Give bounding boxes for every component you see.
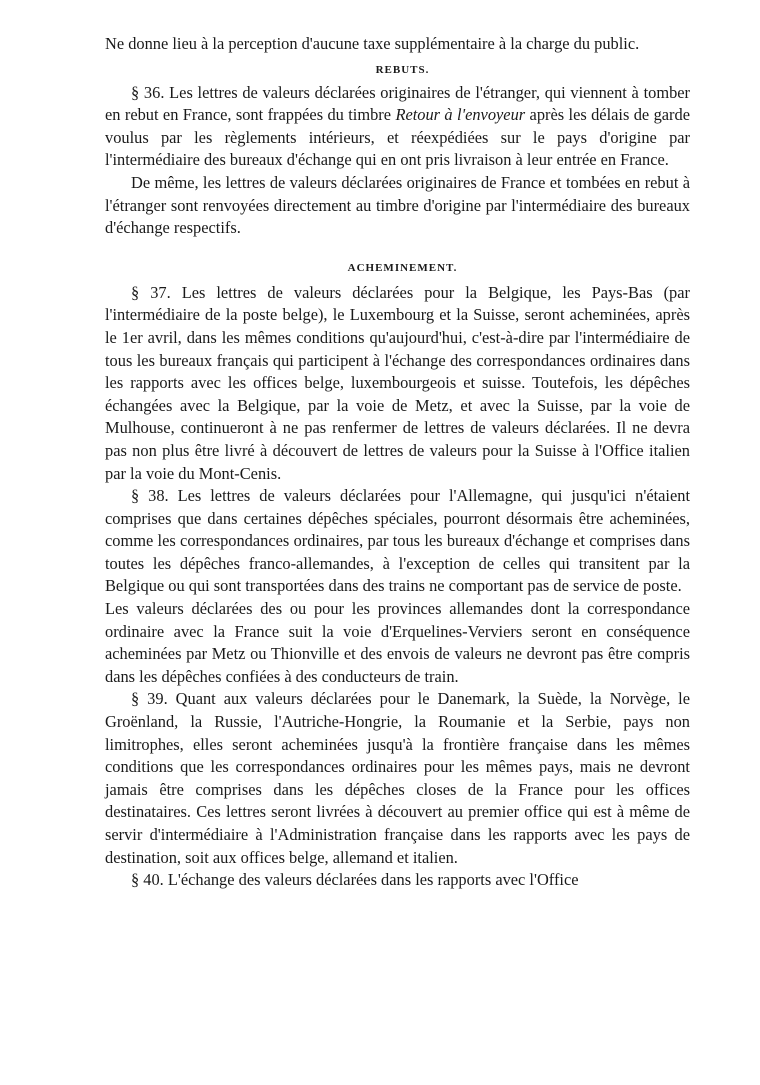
paragraph-38-continued: Les valeurs déclarées des ou pour les provinces allemandes dont la correspondance ordinaire avec la France suit la voie d'Erquelines-Verviers seront en conséquence acheminées par Metz ou Thionville et des envois de valeurs ne devront pas être compris dans les dépêches confiées à des conducteurs de train. (105, 599, 690, 686)
document-page (105, 33, 690, 892)
section-heading-rebuts: REBUTS. (375, 63, 430, 76)
intro-text: Ne donne lieu à la perception d'aucune taxe supplémentaire à la charge du public. (105, 34, 640, 53)
paragraph-38: § 38. Les lettres de valeurs déclarées pour l'Allemagne, qui jusqu'ici n'étaient comprises que dans certaines dépêches spéciales, pourront désormais être acheminées, comme les correspondances ordinaires, par tous les bureaux d'échange et comprises dans toutes les dépêches franco-allemandes, à l'exception de celles qui transitent par la Belgique ou qui sont transportées dans des trains ne comportant pas de service de poste. (105, 486, 690, 596)
paragraph-36-part-a: § 36. Les lettres de valeurs déclarées originaires de l'étranger, qui viennent à tomber en rebut en France, sont frappées du timbre (105, 82, 690, 125)
paragraph-37: § 37. Les lettres de valeurs déclarées pour la Belgique, les Pays-Bas (par l'intermédiaire de la poste belge), le Luxembourg et la Suisse, seront acheminées, après le 1er avril, dans les mêmes conditions qu'aujourd'hui, c'est-à-dire par l'intermédiaire de tous les bureaux français qui participent à l'échange des correspondances ordinaires dans les rapports avec les offices belge, luxembourgeois et suisse. Toutefois, les dépêches échangées avec la Belgique, par la voie de Metz, et avec la Suisse, par la voie de Mulhouse, continueront à ne pas renfermer de lettres de valeurs déclarées. Il ne devra pas non plus être livré à découvert de lettres de valeurs pour la Suisse à l'Office italien par la voie du Mont-Cenis. (105, 282, 690, 483)
section-heading-acheminement: ACHEMINEMENT. (347, 261, 458, 274)
paragraph-39: § 39. Quant aux valeurs déclarées pour le Danemark, la Suède, la Norvège, le Groënland, la Russie, l'Autriche-Hongrie, la Roumanie et la Serbie, pays non limitrophes, elles seront acheminées jusqu'à la frontière française dans les mêmes conditions que les correspondances ordinaires pour les mêmes pays, mais ne devront jamais être comprises dans les dépêches closes de la France pour les offices destinataires. Ces lettres seront livrées à découvert au premier office qui est à même de servir d'intermédiaire à l'Administration française dans les rapports avec les pays de destination, soit aux offices belge, allemand et italien. (105, 689, 690, 867)
paragraph-36-italic: Retour à l'envoyeur (395, 105, 526, 125)
paragraph-36-part-b: après les délais de garde voulus par les règlements intérieurs, et réexpédiées sur le pays d'origine par l'intermédiaire des bureaux d'échange qui en ont pris livraison à leur entrée en France. (105, 105, 690, 170)
paragraph-36-continued: De même, les lettres de valeurs déclarées originaires de France et tombées en rebut à l'étranger sont renvoyées directement au timbre d'origine par l'intermédiaire des bureaux d'échange respectifs. (105, 172, 690, 238)
paragraph-40: § 40. L'échange des valeurs déclarées dans les rapports avec l'Office (131, 870, 579, 890)
paragraph-36 (105, 82, 690, 172)
